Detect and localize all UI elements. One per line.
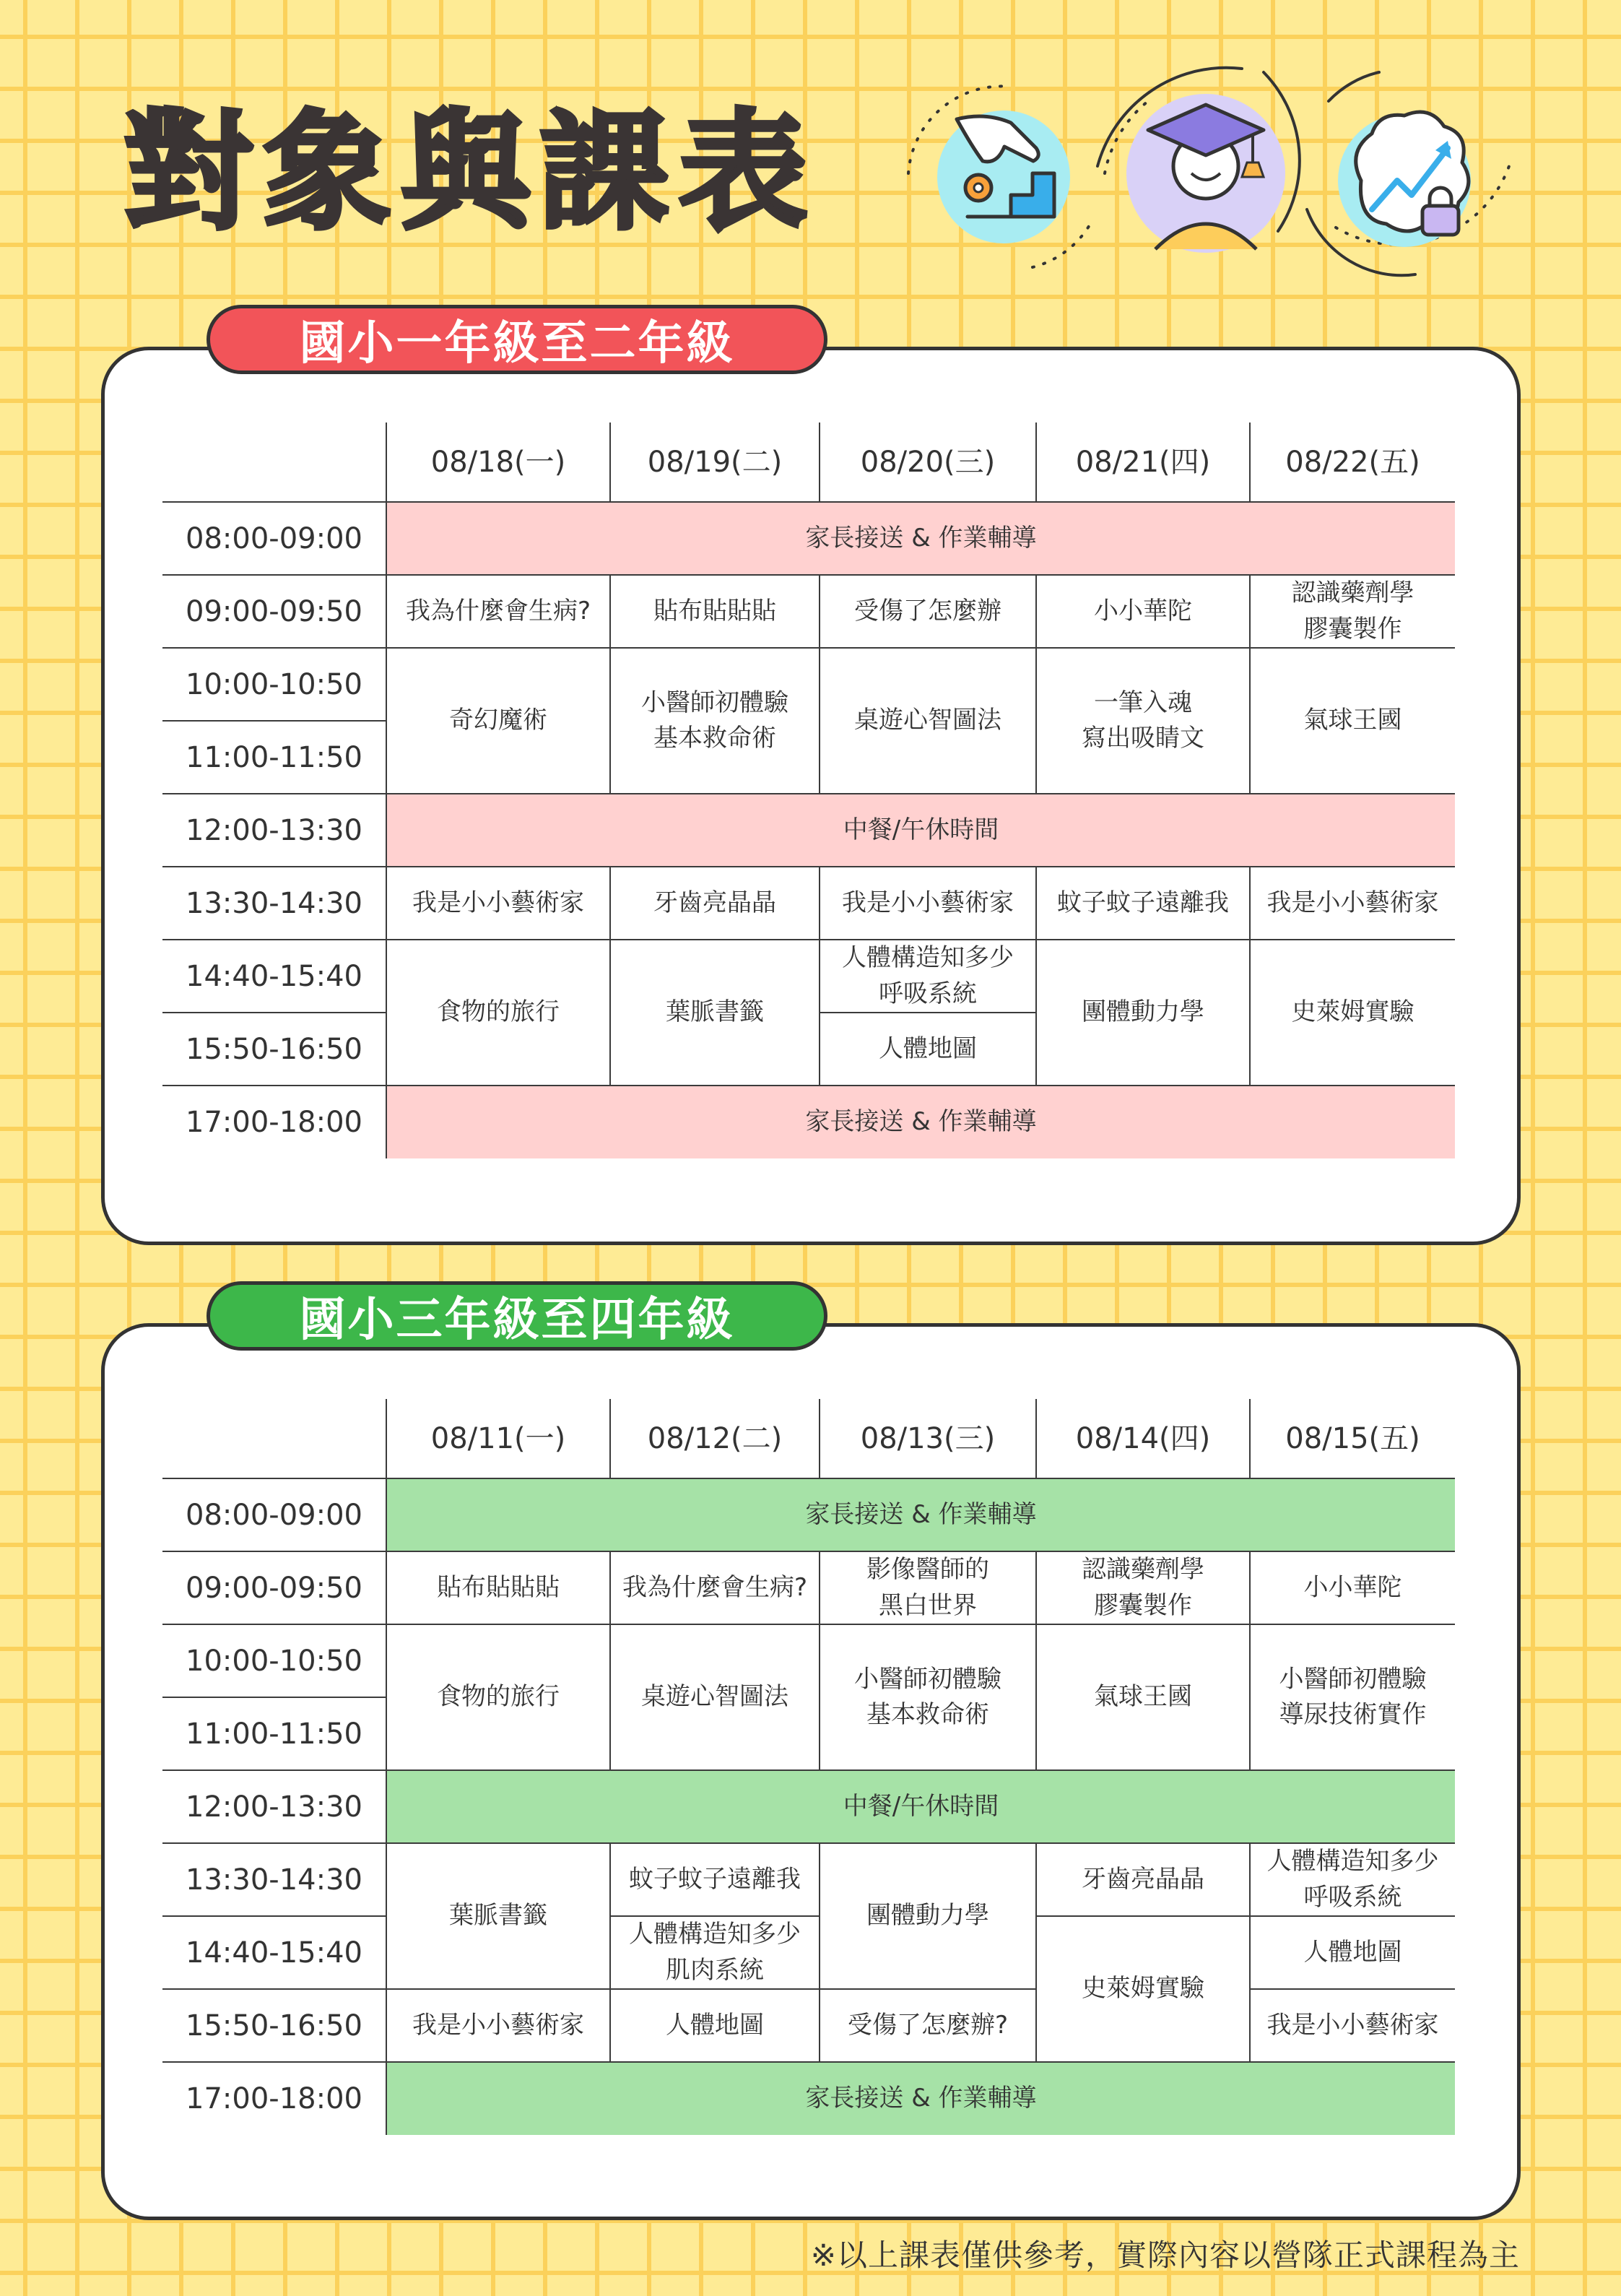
date-header: 08/11(一) [386,1399,610,1478]
page-title: 對象與課表 [124,98,817,247]
time-cell: 11:00-11:50 [162,1697,386,1770]
table-row [162,867,1455,940]
class-cell: 人體構造知多少 呼吸系統 [1250,1843,1455,1916]
schedule-card [101,1323,1521,2220]
date-header: 08/21(四) [1036,423,1250,502]
date-header: 08/18(一) [386,423,610,502]
time-cell: 08:00-09:00 [162,1478,386,1551]
corner-cell [162,423,386,502]
time-cell: 10:00-10:50 [162,1624,386,1697]
class-cell: 我是小小藝術家 [386,1989,610,2062]
table-row [162,794,1455,867]
time-cell: 14:40-15:40 [162,1916,386,1989]
schedule-section-grade-1-2 [101,305,1516,1244]
class-cell: 蚊子蚊子遠離我 [610,1843,820,1916]
class-cell: 桌遊心智圖法 [820,648,1036,794]
band-cell: 家長接送 & 作業輔導 [386,2062,1455,2135]
class-cell: 影像醫師的 黑白世界 [820,1551,1036,1624]
class-cell: 我是小小藝術家 [1250,867,1455,940]
time-cell: 15:50-16:50 [162,1989,386,2062]
time-cell: 09:00-09:50 [162,575,386,648]
table-row [162,502,1455,575]
table-row [162,1624,1455,1697]
time-cell: 12:00-13:30 [162,1770,386,1843]
class-cell: 氣球王國 [1036,1624,1250,1770]
band-cell: 中餐/午休時間 [386,1770,1455,1843]
class-cell: 桌遊心智圖法 [610,1624,820,1770]
class-cell: 小小華陀 [1036,575,1250,648]
class-cell: 認識藥劑學 膠囊製作 [1036,1551,1250,1624]
class-cell: 小醫師初體驗 基本救命術 [610,648,820,794]
class-cell: 食物的旅行 [386,1624,610,1770]
class-cell: 奇幻魔術 [386,648,610,794]
class-cell: 葉脈書籤 [610,940,820,1086]
table-row [162,648,1455,721]
class-cell: 人體構造知多少 呼吸系統 [820,940,1036,1013]
class-cell: 貼布貼貼貼 [386,1551,610,1624]
class-cell: 團體動力學 [820,1843,1036,1989]
class-cell: 受傷了怎麼辦 [820,575,1036,648]
date-header: 08/14(四) [1036,1399,1250,1478]
class-cell: 葉脈書籤 [386,1843,610,1989]
class-cell: 我是小小藝術家 [820,867,1036,940]
table-row [162,1843,1455,1916]
class-cell: 小小華陀 [1250,1551,1455,1624]
time-cell: 17:00-18:00 [162,1086,386,1158]
time-cell: 11:00-11:50 [162,721,386,794]
table-row [162,575,1455,648]
date-header: 08/15(五) [1250,1399,1455,1478]
time-cell: 13:30-14:30 [162,1843,386,1916]
time-cell: 12:00-13:30 [162,794,386,867]
band-cell: 家長接送 & 作業輔導 [386,1478,1455,1551]
class-cell: 團體動力學 [1036,940,1250,1086]
time-cell: 17:00-18:00 [162,2062,386,2135]
table-row [162,1086,1455,1158]
time-cell: 10:00-10:50 [162,648,386,721]
table-row [162,940,1455,1013]
class-cell: 人體構造知多少 肌肉系統 [610,1916,820,1989]
class-cell: 人體地圖 [610,1989,820,2062]
hand-placing-gear-icon [937,111,1070,243]
table-row [162,1916,1455,1989]
class-cell: 我是小小藝術家 [1250,1989,1455,2062]
time-cell: 15:50-16:50 [162,1013,386,1086]
class-cell: 小醫師初體驗 基本救命術 [820,1624,1036,1770]
class-cell: 氣球王國 [1250,648,1455,794]
class-cell: 我為什麼會生病? [610,1551,820,1624]
table-header-row [162,1399,1455,1478]
schedule-section-grade-3-4 [101,1281,1516,2220]
date-header: 08/19(二) [610,423,820,502]
class-cell: 人體地圖 [1250,1916,1455,1989]
class-cell: 食物的旅行 [386,940,610,1086]
header-illustrations [888,58,1524,289]
brain-growth-lock-icon [1338,112,1471,247]
schedule-table-grade-1-2 [162,423,1455,1158]
time-cell: 14:40-15:40 [162,940,386,1013]
class-cell: 我為什麼會生病? [386,575,610,648]
grade-1-2-label: 國小一年級至二年級 [207,305,827,374]
class-cell: 小醫師初體驗 導尿技術實作 [1250,1624,1455,1770]
time-cell: 08:00-09:00 [162,502,386,575]
schedule-table-grade-3-4 [162,1399,1455,2135]
class-cell: 蚊子蚊子遠離我 [1036,867,1250,940]
date-header: 08/20(三) [820,423,1036,502]
time-cell: 09:00-09:50 [162,1551,386,1624]
date-header: 08/13(三) [820,1399,1036,1478]
table-header-row [162,423,1455,502]
table-row [162,2062,1455,2135]
time-cell: 13:30-14:30 [162,867,386,940]
date-header: 08/12(二) [610,1399,820,1478]
date-header: 08/22(五) [1250,423,1455,502]
class-cell: 牙齒亮晶晶 [610,867,820,940]
table-row [162,1478,1455,1551]
class-cell: 牙齒亮晶晶 [1036,1843,1250,1916]
class-cell: 我是小小藝術家 [386,867,610,940]
class-cell: 史萊姆實驗 [1036,1916,1250,2062]
band-cell: 家長接送 & 作業輔導 [386,502,1455,575]
class-cell: 受傷了怎麼辦? [820,1989,1036,2062]
class-cell: 人體地圖 [820,1013,1036,1086]
table-row [162,1989,1455,2062]
table-row [162,1551,1455,1624]
graduate-cap-icon [1126,94,1285,253]
footer-note: ※以上課表僅供參考，實際內容以營隊正式課程為主 [810,2237,1520,2273]
class-cell: 史萊姆實驗 [1250,940,1455,1086]
class-cell: 貼布貼貼貼 [610,575,820,648]
corner-cell [162,1399,386,1478]
schedule-card [101,347,1521,1245]
class-cell: 一筆入魂 寫出吸睛文 [1036,648,1250,794]
table-row [162,1770,1455,1843]
grade-3-4-label: 國小三年級至四年級 [207,1281,827,1351]
band-cell: 家長接送 & 作業輔導 [386,1086,1455,1158]
class-cell: 認識藥劑學 膠囊製作 [1250,575,1455,648]
band-cell: 中餐/午休時間 [386,794,1455,867]
